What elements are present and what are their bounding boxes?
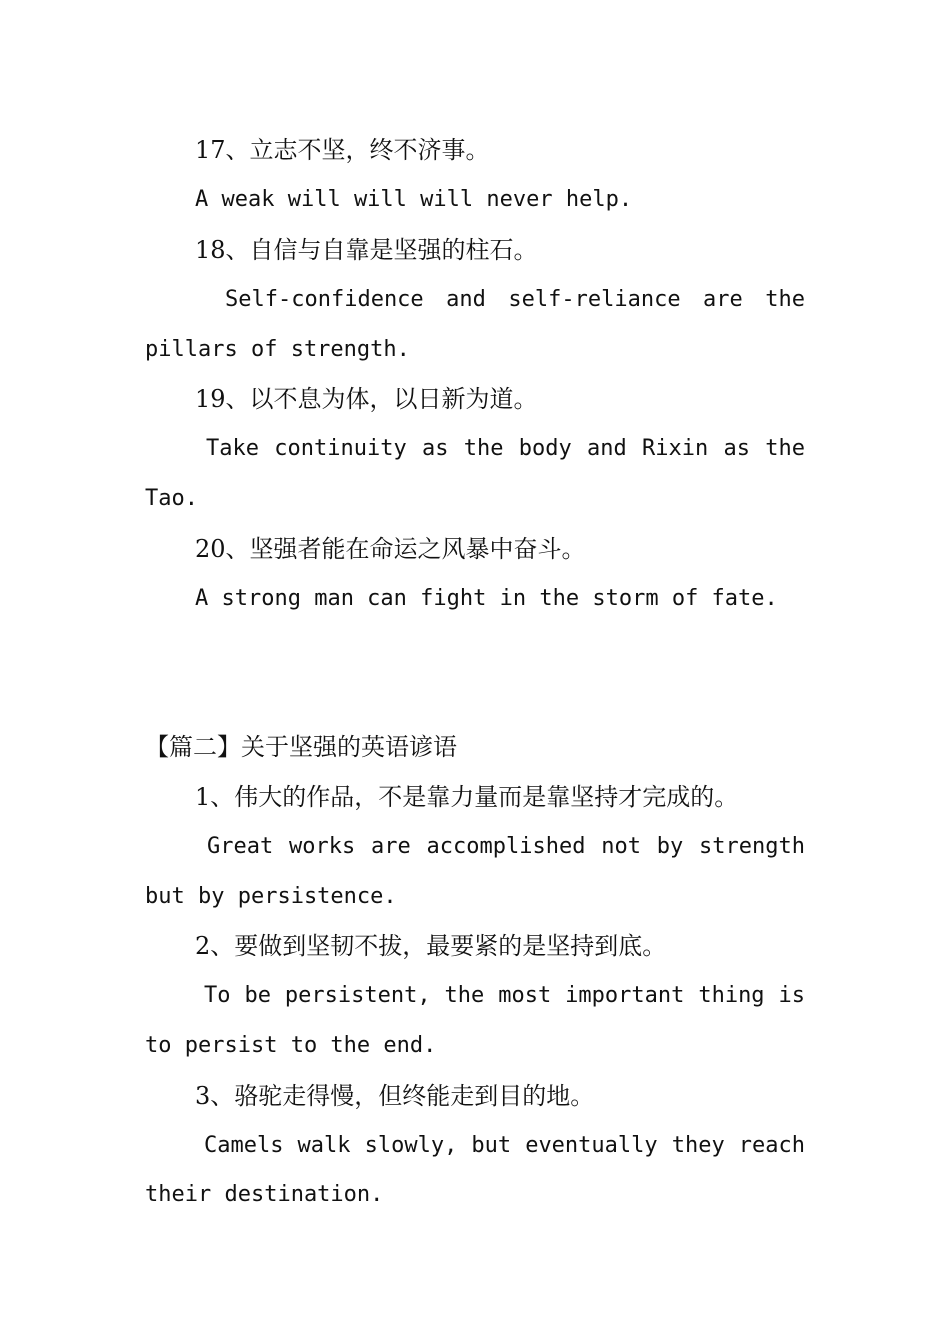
item-3-english-line1: Camels walk slowly, but eventually they reach	[204, 1133, 805, 1158]
item-18-english-line2: pillars of strength.	[145, 337, 410, 362]
item-20-english: A strong man can fight in the storm of fate.	[195, 586, 778, 611]
item-20-chinese: 20、坚强者能在命运之风暴中奋斗。	[195, 535, 586, 563]
item-2-english-line2: to persist to the end.	[145, 1033, 437, 1058]
item-3-english-line2: their destination.	[145, 1182, 384, 1207]
item-2-english-line1: To be persistent, the most important thing is	[204, 983, 805, 1008]
item-3-chinese: 3、骆驼走得慢，但终能走到目的地。	[195, 1082, 595, 1110]
item-19-english-line2: Tao.	[145, 486, 198, 511]
item-17-chinese: 17、立志不坚，终不济事。	[195, 136, 490, 164]
item-19-chinese: 19、以不息为体，以日新为道。	[195, 385, 538, 413]
item-17-english: A weak will will will never help.	[195, 187, 633, 212]
item-1-english-line1: Great works are accomplished not by strength	[207, 834, 805, 859]
item-2-chinese: 2、要做到坚韧不拔，最要紧的是坚持到底。	[195, 932, 667, 960]
item-1-chinese: 1、伟大的作品，不是靠力量而是靠坚持才完成的。	[195, 783, 739, 811]
item-18-chinese: 18、自信与自靠是坚强的柱石。	[195, 236, 538, 264]
item-18-english-line1: Self-confidence and self-reliance are the	[225, 287, 805, 312]
item-19-english-line1: Take continuity as the body and Rixin as the	[206, 436, 805, 461]
section-heading: 【篇二】关于坚强的英语谚语	[145, 733, 457, 761]
item-1-english-line2: but by persistence.	[145, 884, 397, 909]
